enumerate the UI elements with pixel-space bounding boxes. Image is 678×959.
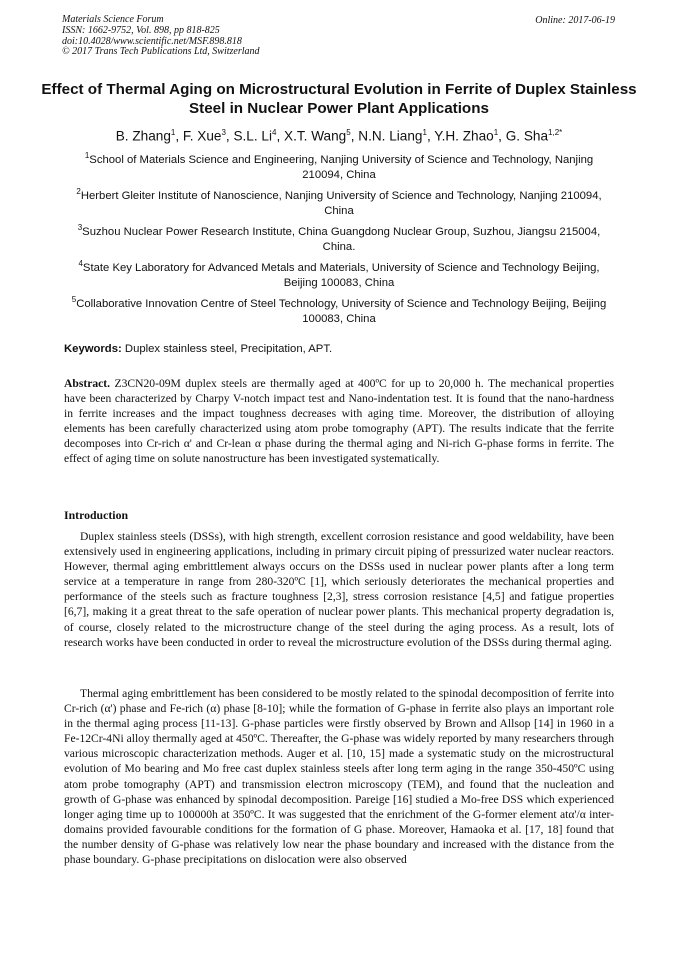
abstract-label: Abstract. [64,377,111,390]
affiliation-text: Collaborative Innovation Centre of Steel Technology, University of Science and Technology Beijing, Beijing 100083, China [76,297,607,325]
affiliation-text: School of Materials Science and Engineering, Nanjing University of Science and Technology, Nanjing 210094, China [89,153,594,181]
doi-line[interactable]: doi:10.4028/www.scientific.net/MSF.898.818 [62,35,242,47]
keywords [64,343,332,355]
affiliation-text: Suzhou Nuclear Power Research Institute, China Guangdong Nuclear Group, Suzhou, Jiangsu 215004, China. [82,225,601,253]
abstract-text: Z3CN20-09M duplex steels are thermally aged at 400ºC for up to 20,000 h. The mechanical properties have been characterized by Charpy V-notch impact test and Nano-indentation test. It is found that the nano-hardness in ferrite increases and the impact toughness decreases with aging time. Moreover, the distribution of alloying elements has been carefully characterized using atom probe tomography (APT). The results indicate that the ferrite decomposes into Cr-rich α' and Cr-lean α phase during the thermal aging and Ni-rich G-phase forms in ferrite. The effect of aging time on solute nanostructure has been investigated systematically. [64,377,614,466]
journal-name: Materials Science Forum [62,14,164,25]
affiliation-number: 2 [76,187,81,196]
affiliation-text: State Key Laboratory for Advanced Metals and Materials, University of Science and Technology Beijing, Beijing 100083, China [82,261,600,289]
affiliation-number: 5 [71,295,77,304]
affiliation [64,220,614,255]
author-aff: 1 [422,128,427,137]
author-name: N.N. Liang [358,128,423,144]
affiliation-number: 3 [77,223,83,232]
journal-header [62,15,260,58]
author-name: S.L. Li [233,128,273,144]
author-aff: 3 [221,128,226,137]
author-aff: 1,2* [548,128,563,137]
affiliation-number: 4 [78,259,83,268]
issn-line: ISSN: 1662-9752, Vol. 898, pp 818-825 [62,24,220,36]
author-aff: 4 [272,128,277,137]
paper-title: Effect of Thermal Aging on Microstructural Evolution in Ferrite of Duplex Stainless Steel in Nuclear Power Plant Applications [41,81,637,117]
author-name: F. Xue [182,128,222,144]
body-paragraph: Duplex stainless steels (DSSs), with high strength, excellent corrosion resistance and good weldability, have been extensively used in engineering applications, including in primary circuit piping of pressurized water nuclear reactors. However, thermal aging embrittlement always occurs on the DSSs used in nuclear power plants after a long term service at a temperature in range from 280-320ºC [1], which seriously deteriorates the mechanical properties and performance of the steels such as fracture toughness [2,3], stress corrosion resistance [4,5] and fatigue properties [6,7], making it a great threat to the safe operation of nuclear power plants. This mechanical property degradation is, of course, closely related to the microstructure change of the steel during the aging process. As a result, lots of research works have been conducted in order to reveal the microstructure evolution of the DSSs during thermal aging. [64,530,614,649]
author-list: B. Zhang$^1$, F. Xue$^3$, S.L. Li$^4$, X.T. Wang$^5$, N.N. Liang$^1$, Y.H. Zhao$^1$, G. Sha$^{1,2*}$ [115,128,563,144]
body-paragraph: Thermal aging embrittlement has been considered to be mostly related to the spinodal decomposition of ferrite into Cr-rich (α') phase and Fe-rich (α) phase [8-10]; while the formation of G-phase in ferrite also plays an important role in the thermal aging process [11-13]. G-phase particles were firstly observed by Brown and Allsop [14] in 1960 in a Fe-12Cr-4Ni alloy thermally aged at 450ºC. Thereafter, the G-phase was widely reported by many researchers through various microscopic characterization methods. Auger et al. [10, 15] made a systematic study on the microstructural evolution of Mo bearing and Mo free cast duplex stainless steels after long term aging in the range 350-450ºC using atom probe tomography (APT) and transmission electron microscopy (TEM), and found that the nucleation and growth of G-phase was enhanced by spinodal decomposition. Pareige [16] studied a Mo-free DSS which experienced longer aging time up to 100000h at 350ºC. It was suggested that the enrichment of the G-former element atα'/α inter-domains provided favourable conditions for the formation of G phase. Moreover, Hamaoka et al. [17, 18] found that the number density of G-phase was relatively low near the phase boundary and increased with the distance from the phase boundary. G-phase precipitations on dislocation were also observed [64,687,614,867]
affiliation [64,256,614,291]
affiliation-number: 1 [84,151,90,160]
affiliation [64,292,614,327]
keywords-label: Keywords: [64,343,122,355]
author-aff: 5 [346,128,351,137]
affiliation-text: Herbert Gleiter Institute of Nanoscience, Nanjing University of Science and Technology, Nanjing 210094, China [80,189,602,217]
section-heading: Introduction [64,508,129,522]
author-name: Y.H. Zhao [434,128,494,144]
author-name: B. Zhang [115,128,171,144]
keywords-text: Duplex stainless steel, Precipitation, APT. [124,343,333,355]
affiliation [64,148,614,183]
author-name: X.T. Wang [284,128,347,144]
author-aff: 1 [170,128,176,137]
author-aff: 1 [493,128,499,137]
affiliation [64,184,614,219]
author-name: G. Sha [505,128,549,144]
online-date: Online: 2017-06-19 [535,15,615,26]
abstract [64,376,614,467]
copyright-line: © 2017 Trans Tech Publications Ltd, Switzerland [62,46,260,58]
